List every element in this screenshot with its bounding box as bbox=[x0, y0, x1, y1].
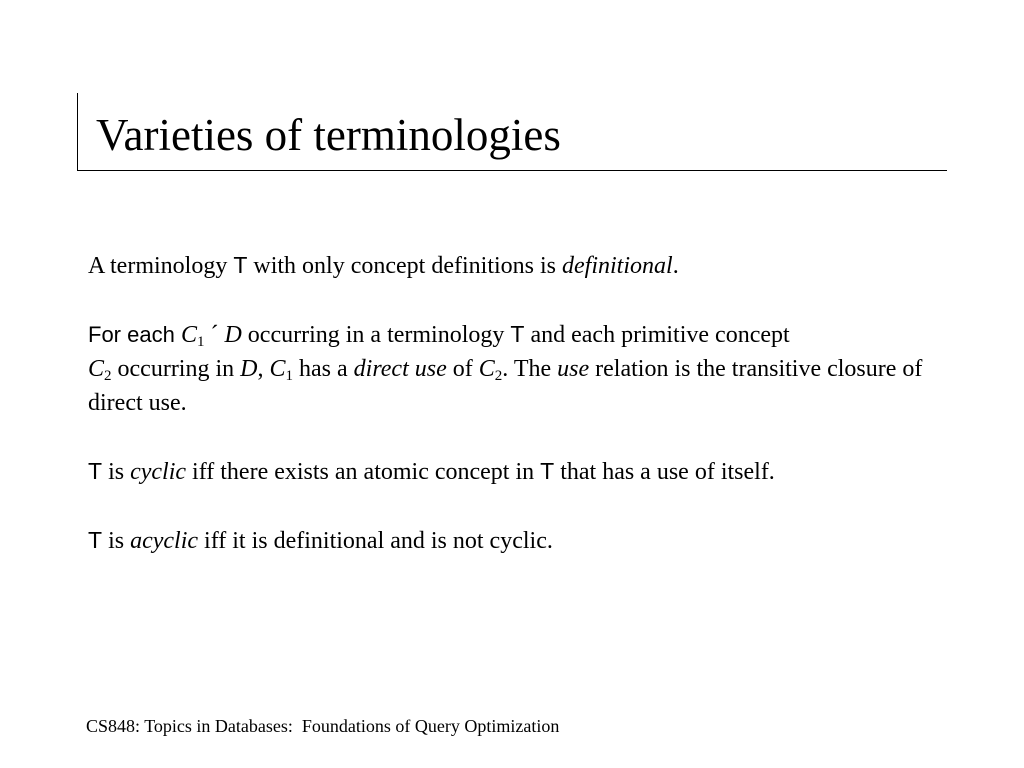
terminology-symbol: T bbox=[88, 527, 103, 553]
terminology-symbol: T bbox=[88, 458, 103, 484]
paragraph-cyclic bbox=[88, 454, 938, 489]
text: occurring in bbox=[111, 356, 241, 382]
slide-body bbox=[88, 248, 938, 558]
paragraph-acyclic bbox=[88, 523, 938, 558]
subscript: 1 bbox=[285, 368, 293, 384]
term-cyclic: cyclic bbox=[130, 459, 187, 485]
text: is bbox=[102, 528, 131, 554]
text: For each bbox=[88, 322, 181, 347]
title-rule-horizontal bbox=[77, 170, 947, 171]
slide-footer: CS848: Topics in Databases: Foundations of Query Optimization bbox=[86, 716, 560, 736]
text: and each primitive concept bbox=[530, 322, 790, 348]
text: with only concept definitions is bbox=[247, 253, 563, 279]
text: has a bbox=[293, 356, 354, 382]
text: . bbox=[672, 253, 679, 279]
term-use: use bbox=[557, 356, 590, 382]
subscript: 1 bbox=[196, 334, 205, 350]
text: occurring in a terminology bbox=[241, 322, 511, 348]
text: A terminology bbox=[88, 253, 234, 279]
concept-d: D bbox=[240, 356, 258, 382]
terminology-symbol: T bbox=[233, 252, 248, 278]
concept-c: C bbox=[180, 322, 197, 348]
text: that has a use of itself. bbox=[560, 459, 775, 485]
text: of bbox=[446, 356, 479, 382]
concept-d: D bbox=[224, 322, 242, 348]
subsumption-symbol: ´ bbox=[210, 322, 219, 348]
text: . The bbox=[502, 356, 558, 382]
subscript: 2 bbox=[494, 368, 503, 384]
text: iff it is definitional and is not cyclic. bbox=[198, 528, 553, 554]
subscript: 2 bbox=[104, 368, 112, 384]
paragraph-direct-use bbox=[88, 317, 938, 420]
concept-c: C bbox=[269, 356, 286, 382]
slide-title: Varieties of terminologies bbox=[96, 110, 561, 160]
term-acyclic: acyclic bbox=[130, 528, 199, 554]
text: is bbox=[108, 459, 131, 485]
term-direct-use: direct use bbox=[353, 356, 447, 382]
paragraph-definitional bbox=[88, 248, 938, 283]
concept-c: C bbox=[478, 356, 495, 382]
title-rule-vertical bbox=[77, 93, 78, 170]
text: relation is the transitive closure of direct use. bbox=[88, 356, 923, 416]
text: , bbox=[257, 356, 270, 382]
text: iff there exists an atomic concept in bbox=[186, 459, 541, 485]
terminology-symbol: T bbox=[540, 458, 555, 484]
concept-c: C bbox=[88, 356, 105, 382]
terminology-symbol: T bbox=[510, 321, 525, 347]
term-definitional: definitional bbox=[562, 253, 673, 279]
